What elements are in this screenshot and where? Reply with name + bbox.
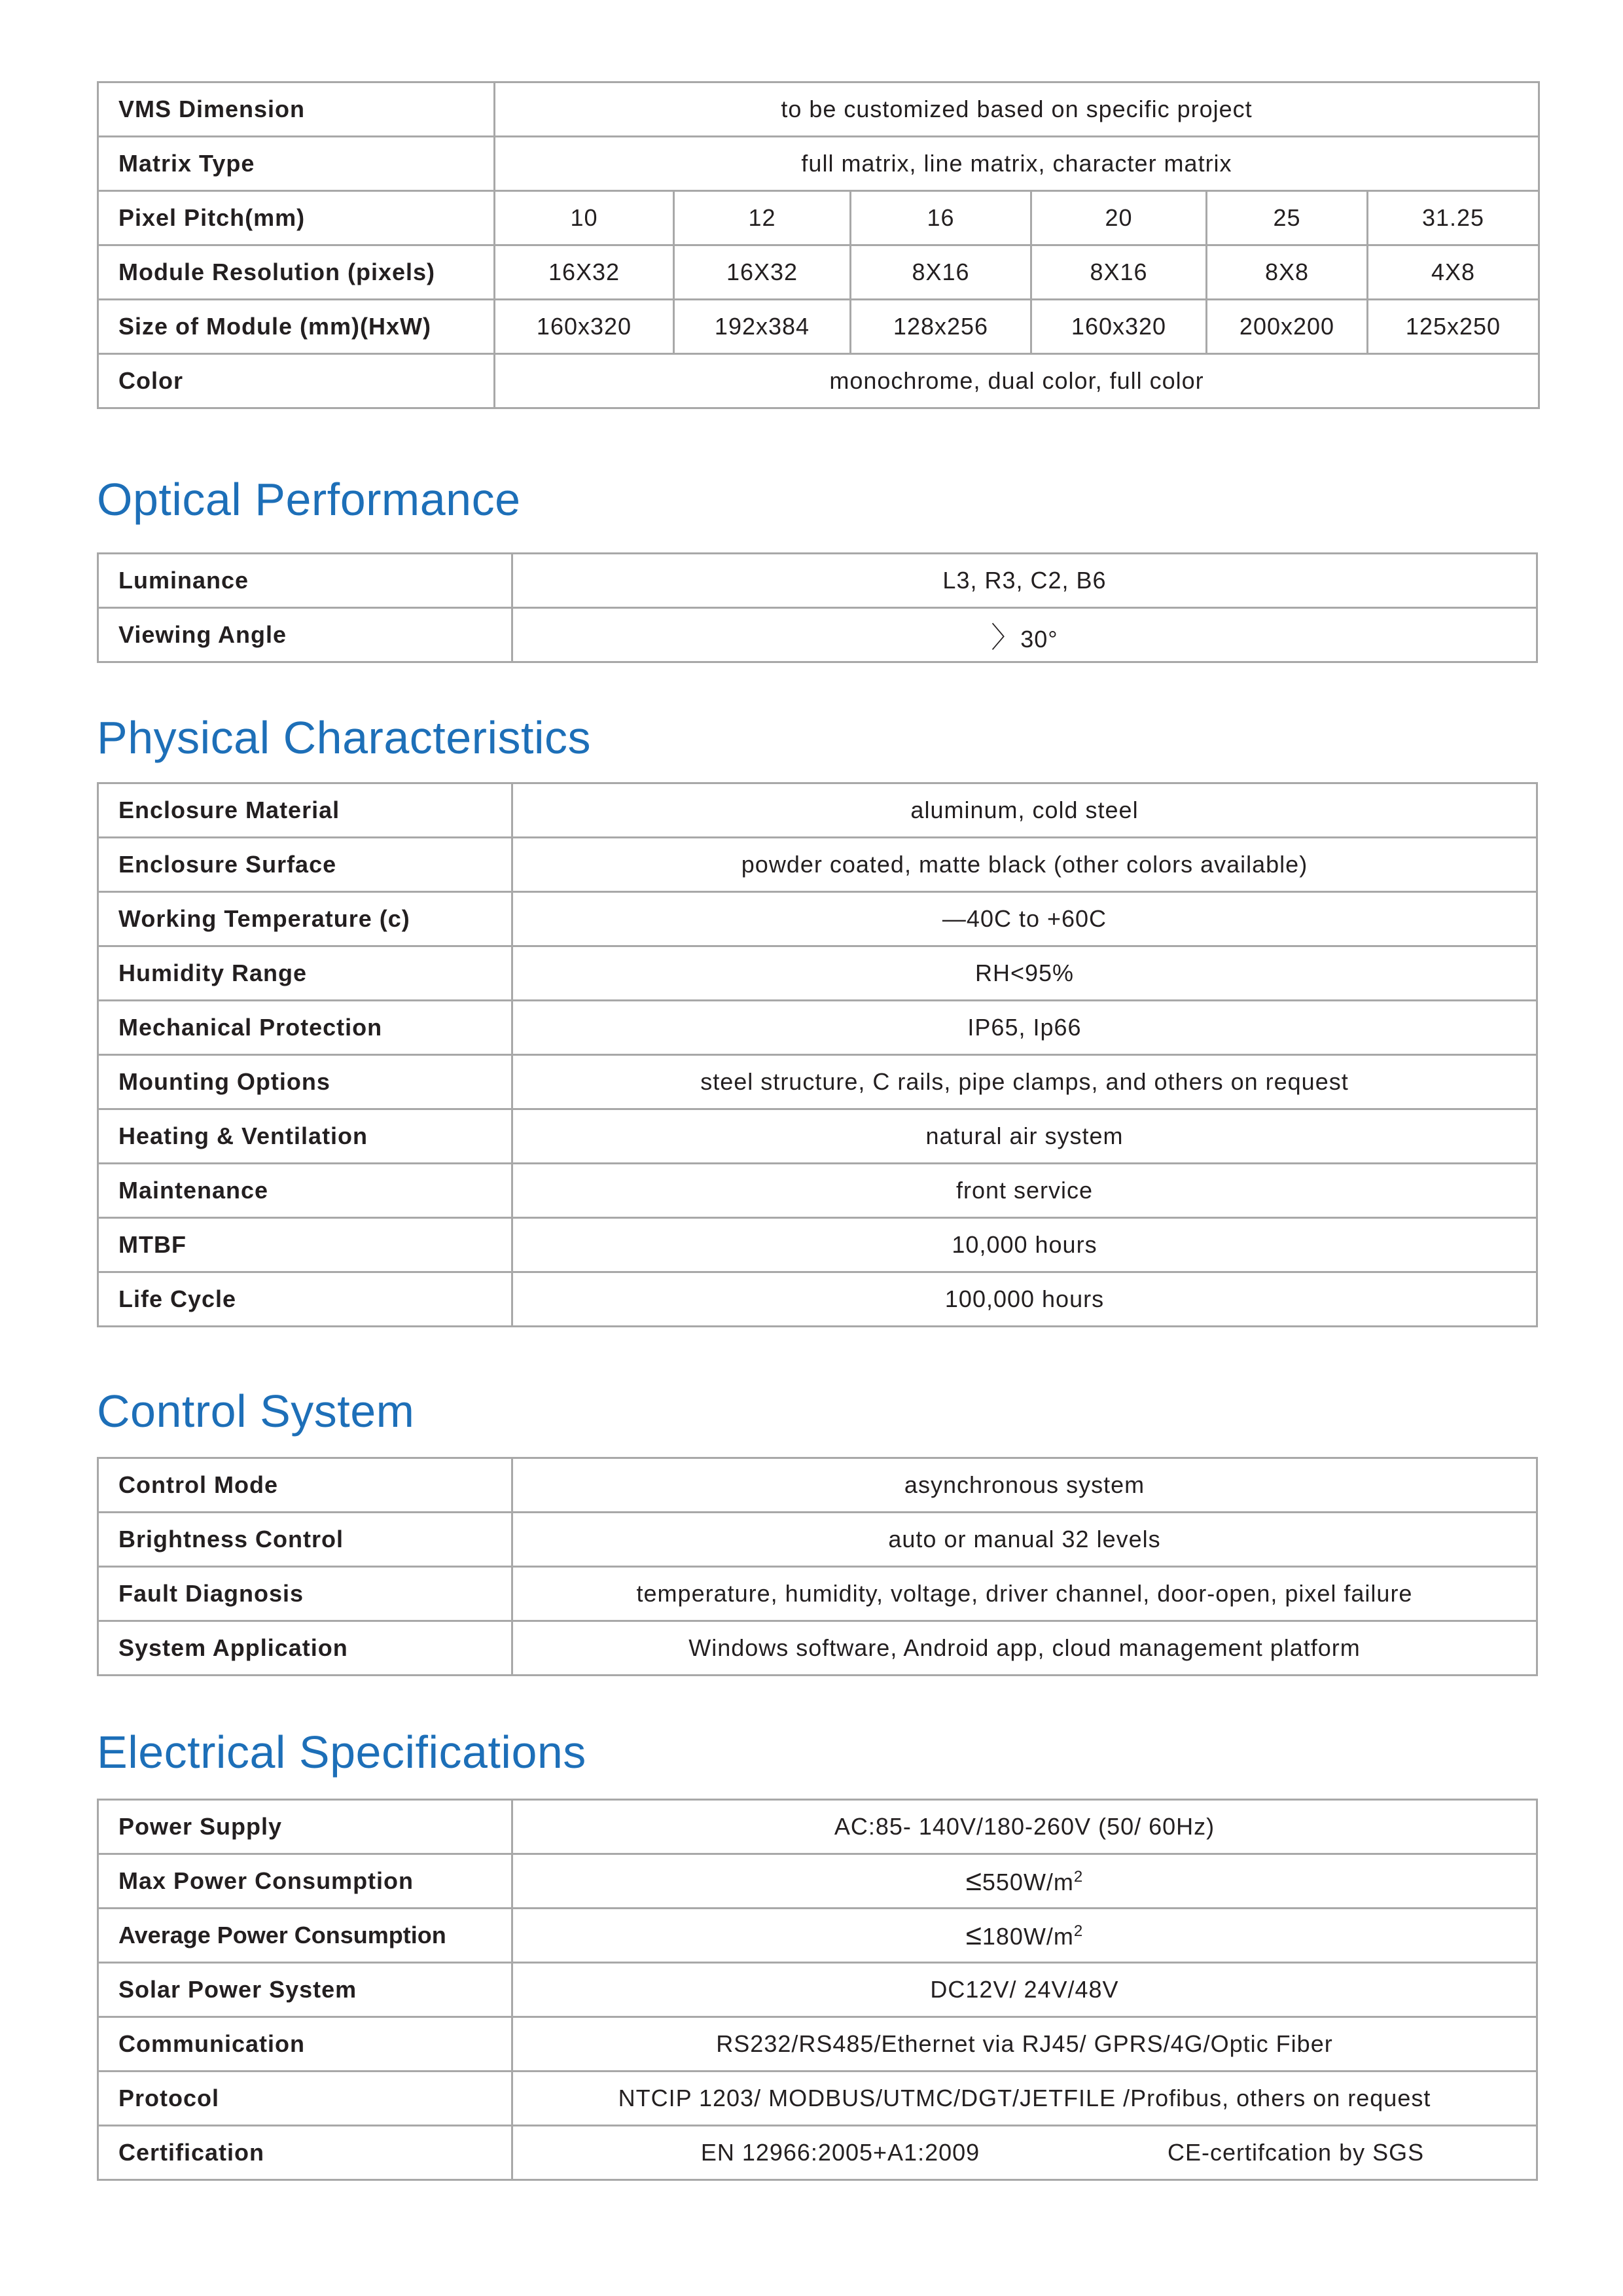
spec-value-cell	[512, 1854, 1537, 1909]
spec-label: Communication	[98, 2017, 512, 2072]
certification-ce: CE-certifcation by SGS	[1168, 2139, 1425, 2166]
physical-table	[97, 782, 1538, 1327]
table-row	[98, 1218, 1537, 1272]
spec-value: AC:85- 140V/180-260V (50/ 60Hz)	[512, 1800, 1537, 1854]
spec-label: Working Temperature (c)	[98, 892, 512, 946]
section-title-optical: Optical Performance	[97, 474, 521, 525]
spec-value: 100,000 hours	[512, 1272, 1537, 1327]
spec-label: Power Supply	[98, 1800, 512, 1854]
spec-label: Maintenance	[98, 1164, 512, 1218]
spec-cell: 12	[674, 191, 851, 245]
table-row	[98, 2072, 1537, 2126]
spec-cell: 16	[851, 191, 1031, 245]
optical-table	[97, 552, 1538, 663]
spec-value: L3, R3, C2, B6	[512, 554, 1537, 608]
spec-value: Windows software, Android app, cloud management platform	[512, 1621, 1537, 1676]
spec-value: natural air system	[512, 1109, 1537, 1164]
spec-label: Max Power Consumption	[98, 1854, 512, 1909]
spec-cell: 4X8	[1368, 245, 1539, 300]
spec-label: Enclosure Surface	[98, 838, 512, 892]
spec-cell: 31.25	[1368, 191, 1539, 245]
spec-label: Enclosure Material	[98, 783, 512, 838]
spec-cell: 160x320	[1031, 300, 1207, 354]
spec-value: full matrix, line matrix, character matrix	[495, 137, 1539, 191]
table-row	[98, 191, 1539, 245]
spec-cell: 25	[1207, 191, 1368, 245]
spec-value: monochrome, dual color, full color	[495, 354, 1539, 408]
spec-label: Luminance	[98, 554, 512, 608]
table-row	[98, 1458, 1537, 1513]
spec-value: front service	[512, 1164, 1537, 1218]
spec-label: MTBF	[98, 1218, 512, 1272]
table-row	[98, 1164, 1537, 1218]
minus-symbol: —	[942, 905, 967, 932]
spec-value: 30°	[1020, 626, 1058, 653]
table-row	[98, 1800, 1537, 1854]
table-row	[98, 137, 1539, 191]
spec-value: to be customized based on specific project	[495, 82, 1539, 137]
table-row	[98, 554, 1537, 608]
spec-value: asynchronous system	[512, 1458, 1537, 1513]
control-table	[97, 1457, 1538, 1676]
spec-value: temperature, humidity, voltage, driver channel, door-open, pixel failure	[512, 1567, 1537, 1621]
spec-cell: 125x250	[1368, 300, 1539, 354]
table-row	[98, 838, 1537, 892]
spec-value: NTCIP 1203/ MODBUS/UTMC/DGT/JETFILE /Profibus, others on request	[512, 2072, 1537, 2126]
spec-cell: 8X16	[851, 245, 1031, 300]
spec-value: aluminum, cold steel	[512, 783, 1537, 838]
table-row	[98, 1963, 1537, 2017]
table-row	[98, 783, 1537, 838]
spec-value: 10,000 hours	[512, 1218, 1537, 1272]
spec-label: Color	[98, 354, 495, 408]
spec-label: Pixel Pitch(mm)	[98, 191, 495, 245]
spec-cell: 200x200	[1207, 300, 1368, 354]
spec-value: 180W/m	[982, 1923, 1074, 1950]
table-row	[98, 1001, 1537, 1055]
spec-value: IP65, Ip66	[512, 1001, 1537, 1055]
section-title-physical: Physical Characteristics	[97, 712, 591, 763]
spec-value-cell	[512, 892, 1537, 946]
table-row	[98, 892, 1537, 946]
spec-value-cell	[512, 2126, 1537, 2180]
spec-label: Module Resolution (pixels)	[98, 245, 495, 300]
less-equal-symbol: ≤	[965, 1865, 982, 1897]
table-row	[98, 1055, 1537, 1109]
less-equal-symbol: ≤	[965, 1919, 982, 1951]
electrical-table	[97, 1799, 1538, 2181]
spec-cell: 16X32	[674, 245, 851, 300]
table-row	[98, 2017, 1537, 2072]
spec-value: auto or manual 32 levels	[512, 1513, 1537, 1567]
spec-label: Matrix Type	[98, 137, 495, 191]
table-row	[98, 354, 1539, 408]
spec-cell: 10	[495, 191, 674, 245]
certification-en: EN 12966:2005+A1:2009	[700, 2139, 980, 2166]
table-row	[98, 2126, 1537, 2180]
spec-label: VMS Dimension	[98, 82, 495, 137]
spec-label: Control Mode	[98, 1458, 512, 1513]
spec-value: RS232/RS485/Ethernet via RJ45/ GPRS/4G/Optic Fiber	[512, 2017, 1537, 2072]
general-spec-table	[97, 81, 1540, 409]
spec-cell: 16X32	[495, 245, 674, 300]
spec-value-cell	[512, 608, 1537, 662]
spec-value: RH<95%	[512, 946, 1537, 1001]
spec-label: Certification	[98, 2126, 512, 2180]
spec-label: Average Power Consumption	[98, 1909, 512, 1963]
spec-label: Viewing Angle	[98, 608, 512, 662]
spec-cell: 128x256	[851, 300, 1031, 354]
table-row	[98, 245, 1539, 300]
table-row	[98, 1513, 1537, 1567]
table-row	[98, 946, 1537, 1001]
table-row	[98, 300, 1539, 354]
spec-value: DC12V/ 24V/48V	[512, 1963, 1537, 2017]
spec-value: 40C to +60C	[966, 905, 1107, 932]
spec-label: Fault Diagnosis	[98, 1567, 512, 1621]
table-row	[98, 1854, 1537, 1909]
spec-value-cell	[512, 1909, 1537, 1963]
spec-value: powder coated, matte black (other colors available)	[512, 838, 1537, 892]
spec-value: 550W/m	[982, 1869, 1074, 1895]
table-row	[98, 82, 1539, 137]
spec-label: Life Cycle	[98, 1272, 512, 1327]
spec-cell: 8X8	[1207, 245, 1368, 300]
table-row	[98, 1621, 1537, 1676]
spec-label: Solar Power System	[98, 1963, 512, 2017]
spec-label: Size of Module (mm)(HxW)	[98, 300, 495, 354]
superscript: 2	[1073, 1922, 1084, 1940]
spec-cell: 160x320	[495, 300, 674, 354]
spec-label: Mechanical Protection	[98, 1001, 512, 1055]
spec-cell: 20	[1031, 191, 1207, 245]
table-row	[98, 1567, 1537, 1621]
spec-cell: 192x384	[674, 300, 851, 354]
spec-label: Brightness Control	[98, 1513, 512, 1567]
spec-label: Heating & Ventilation	[98, 1109, 512, 1164]
table-row	[98, 1272, 1537, 1327]
table-row	[98, 1909, 1537, 1963]
spec-cell: 8X16	[1031, 245, 1207, 300]
spec-label: Humidity Range	[98, 946, 512, 1001]
section-title-electrical: Electrical Specifications	[97, 1727, 586, 1778]
table-row	[98, 608, 1537, 662]
greater-than-symbol: 〉	[991, 622, 1021, 654]
table-row	[98, 1109, 1537, 1164]
spec-value: steel structure, C rails, pipe clamps, and others on request	[512, 1055, 1537, 1109]
spec-label: Mounting Options	[98, 1055, 512, 1109]
section-title-control: Control System	[97, 1386, 415, 1437]
superscript: 2	[1073, 1868, 1084, 1886]
spec-label: Protocol	[98, 2072, 512, 2126]
spec-label: System Application	[98, 1621, 512, 1676]
